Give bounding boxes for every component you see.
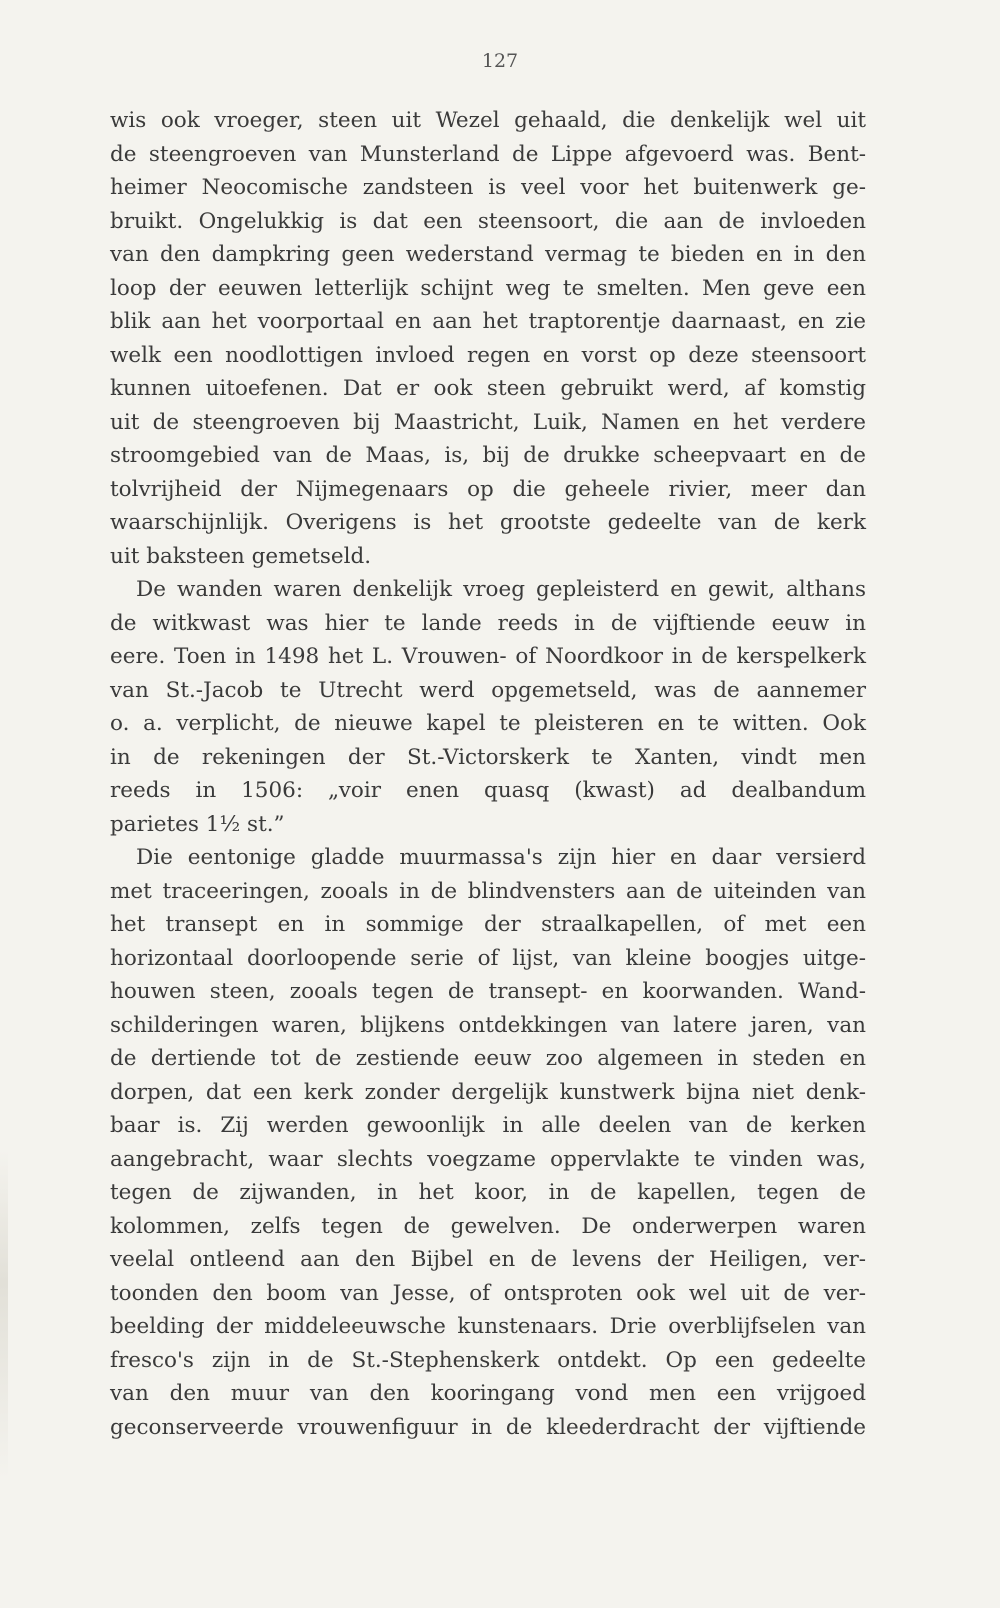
text-line: bruikt. Ongelukkig is dat een steensoort, die aan de invloeden bbox=[110, 208, 866, 234]
text-line: toonden den boom van Jesse, of ontsproten ook wel uit de ver- bbox=[110, 1280, 866, 1306]
text-line: tegen de zijwanden, in het koor, in de kapellen, tegen de bbox=[110, 1180, 866, 1205]
text-line: houwen steen, zooals tegen de transept- en koorwanden. Wand- bbox=[110, 979, 866, 1004]
text-line: de witkwast was hier te lande reeds in de vijftiende eeuw in bbox=[110, 610, 866, 636]
text-line: de dertiende tot de zestiende eeuw zoo algemeen in steden en bbox=[110, 1046, 866, 1071]
text-line: o. a. verplicht, de nieuwe kapel te pleisteren en te witten. Ook bbox=[110, 711, 866, 736]
text-line: blik aan het voorportaal en aan het traptorentje daarnaast, en zie bbox=[110, 309, 866, 334]
page-edge-shadow bbox=[0, 1150, 8, 1480]
text-line: uit de steengroeven bij Maastricht, Luik, Namen en het verdere bbox=[110, 409, 866, 435]
body-text bbox=[110, 104, 866, 1444]
text-line: waarschijnlijk. Overigens is het grootste gedeelte van de kerk bbox=[110, 510, 866, 535]
text-line: parietes 1½ st.” bbox=[110, 811, 285, 837]
text-line: tolvrijheid der Nijmegenaars op die geheele rivier, meer dan bbox=[110, 476, 866, 502]
text-line: reeds in 1506: „voir enen quasq (kwast) ad dealbandum bbox=[110, 778, 866, 803]
text-line: in de rekeningen der St.-Victorskerk te Xanten, vindt men bbox=[110, 744, 866, 770]
text-line: stroomgebied van de Maas, is, bij de drukke scheepvaart en de bbox=[110, 443, 866, 468]
text-line: veelal ontleend aan den Bijbel en de levens der Heiligen, ver- bbox=[110, 1247, 866, 1272]
text-line: van St.-Jacob te Utrecht werd opgemetseld, was de aannemer bbox=[110, 677, 866, 703]
text-line: de steengroeven van Munsterland de Lippe afgevoerd was. Bent- bbox=[110, 141, 866, 167]
text-line: schilderingen waren, blijkens ontdekkingen van latere jaren, van bbox=[110, 1012, 866, 1038]
text-line: kunnen uitoefenen. Dat er ook steen gebruikt werd, af komstig bbox=[110, 376, 866, 401]
text-line: loop der eeuwen letterlijk schijnt weg te smelten. Men geve een bbox=[110, 275, 866, 301]
text-line: horizontaal doorloopende serie of lijst, van kleine boogjes uitge- bbox=[110, 945, 866, 971]
text-line: eere. Toen in 1498 het L. Vrouwen- of Noordkoor in de kerspelkerk bbox=[110, 644, 866, 669]
page-number: 127 bbox=[481, 50, 519, 72]
text-line: beelding der middeleeuwsche kunstenaars. Drie overblijfselen van bbox=[110, 1314, 866, 1339]
text-line: geconserveerde vrouwenfiguur in de kleederdracht der vijftiende bbox=[110, 1414, 866, 1440]
text-line: Die eentonige gladde muurmassa's zijn hier en daar versierd bbox=[136, 845, 866, 870]
text-line: wis ook vroeger, steen uit Wezel gehaald, die denkelijk wel uit bbox=[110, 108, 866, 133]
text-line: welk een noodlottigen invloed regen en vorst op deze steensoort bbox=[110, 342, 866, 368]
text-line: van den muur van den kooringang vond men een vrijgoed bbox=[110, 1381, 866, 1406]
text-line: kolommen, zelfs tegen de gewelven. De onderwerpen waren bbox=[110, 1213, 866, 1239]
text-line: uit baksteen gemetseld. bbox=[110, 543, 372, 569]
text-line: met traceeringen, zooals in de blindvensters aan de uiteinden van bbox=[110, 878, 866, 904]
text-line: dorpen, dat een kerk zonder dergelijk kunstwerk bijna niet denk- bbox=[110, 1079, 866, 1105]
text-line: De wanden waren denkelijk vroeg gepleisterd en gewit, althans bbox=[136, 577, 866, 602]
text-line: aangebracht, waar slechts voegzame oppervlakte te vinden was, bbox=[110, 1146, 866, 1172]
text-line: heimer Neocomische zandsteen is veel voor het buitenwerk ge- bbox=[110, 175, 866, 200]
text-line: baar is. Zij werden gewoonlijk in alle deelen van de kerken bbox=[110, 1113, 866, 1138]
text-line: fresco's zijn in de St.-Stephenskerk ontdekt. Op een gedeelte bbox=[110, 1347, 866, 1373]
text-line: van den dampkring geen wederstand vermag te bieden en in den bbox=[110, 242, 866, 267]
text-line: het transept en in sommige der straalkapellen, of met een bbox=[110, 912, 866, 937]
